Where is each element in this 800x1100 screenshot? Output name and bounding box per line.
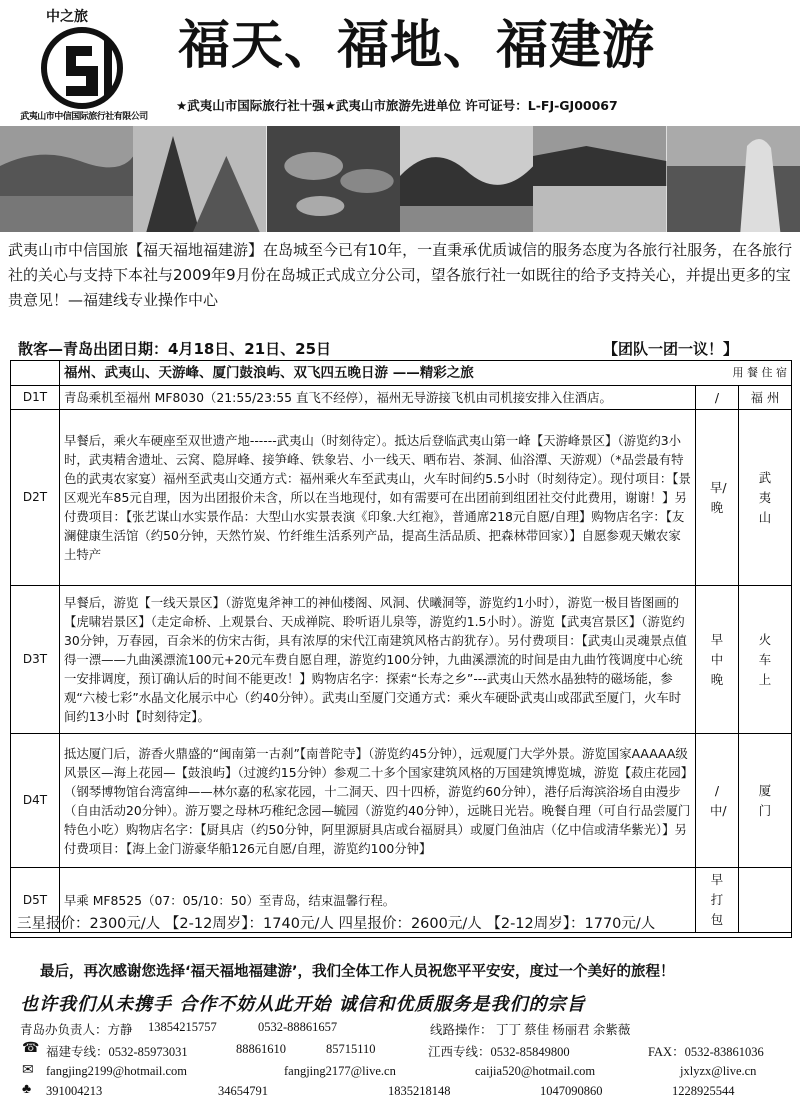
operations-staff: 丁丁 蔡佳 杨丽君 余紫薇	[496, 1023, 631, 1037]
day-label: D1T	[11, 386, 60, 410]
day-meals: 早中晚	[710, 631, 724, 687]
table-row	[11, 386, 792, 410]
scenery-photo-strip	[0, 126, 800, 232]
team-note: 【团队一团一议！】	[603, 340, 739, 358]
fax-number[interactable]: FAX：0532-83861036	[648, 1045, 764, 1059]
day-description: 早乘 MF8525（07：05/10：50）至青岛，结束温馨行程。	[60, 868, 696, 933]
qq-2[interactable]: 34654791	[218, 1084, 268, 1098]
fujian-phone-3[interactable]: 85715110	[326, 1042, 376, 1056]
email-icon: ✉	[22, 1063, 34, 1078]
email-2[interactable]: fangjing2177@live.cn	[284, 1064, 396, 1078]
email-1[interactable]: fangjing2199@hotmail.com	[46, 1064, 188, 1078]
operations-label: 线路操作：	[430, 1023, 493, 1037]
day-description: 抵达厦门后，游香火鼎盛的“闽南第一古刹”【南普陀寺】（游览约45分钟），远观厦门大学外景。游览国家AAAAA级风景区—海上花园—【鼓浪屿】（过渡约15分钟）参观二十多个国家建筑风格的万国建筑博览城，游览【菽庄花园】（钢琴博物馆台湾富绅——林尔嘉的私家花园，十二洞天、四十四桥，游览约60分钟），港仔后海滨浴场自由漫步（自由活动20分钟）。游万婴之母林巧稚纪念园—毓园（游览约40分钟），远眺日光岩。晚餐自理（可自行品尝厦门特色小吃）购物店名字：【厨具店（约50分钟，阿里源厨具店或台福厨具）或厦门鱼油店（亿中信或清华紫光）】另付费项目：【海上金门游豪华船126元自愿/自理，游览约100分钟】	[60, 734, 696, 868]
fujian-line[interactable]: 福建专线：0532-85973031	[46, 1045, 188, 1059]
table-row	[11, 410, 792, 586]
day-stay: 厦门	[758, 782, 772, 818]
phone-icon: ☎	[22, 1041, 40, 1056]
day-label: D2T	[11, 410, 60, 586]
departure-dates: 散客—青岛出团日期：4月18日、21日、25日	[18, 340, 332, 358]
scenery-photo	[533, 126, 666, 232]
fujian-phone-2[interactable]: 88861610	[236, 1042, 286, 1056]
table-row	[11, 586, 792, 734]
scenery-photo	[133, 126, 266, 232]
qq-icon: ♣	[22, 1082, 32, 1097]
day-meals: /中/	[710, 782, 727, 818]
route-header-row	[11, 361, 792, 386]
day-label: D5T	[11, 868, 60, 933]
scenery-photo	[0, 126, 133, 232]
day-description: 早餐后，游览【一线天景区】（游览鬼斧神工的神仙楼阁、风洞、伏曦洞等，游览约1小时），游览一极目皆图画的【虎啸岩景区】（走定命桥、上观景台、天成禅院、聆听语儿泉等，游览约1.5小时）。游览【武夷宫景区】（游览约30分钟，万春园，百余米的仿宋古街，具有浓厚的宋代江南建筑风格古韵犹存）。另付费项目：【武夷山灵魂景点值得一漂——九曲溪漂流100元+20元车费自愿自理，游览约100分钟，九曲溪漂流的时间是由九曲竹筏调度中心统一安排调度，预订确认后的时间不能更改！】购物店名字：探索“长寿之乡”---武夷山天然水晶独特的磁场能，参观“六棱七彩”水晶文化展示中心（约40分钟）。武夷山至厦门交通方式：乘火车硬卧武夷山或邵武至厦门，火车时间约13小时【时刻待定】。	[60, 586, 696, 734]
qq-4[interactable]: 1047090860	[540, 1084, 603, 1098]
route-title: 福州、武夷山、天游峰、厦门鼓浪屿、双飞四五晚日游 ——精彩之旅	[64, 365, 474, 381]
email-3[interactable]: caijia520@hotmail.com	[475, 1064, 596, 1078]
jiangxi-line[interactable]: 江西专线：0532-85849800	[428, 1045, 570, 1059]
scenery-photo	[267, 126, 400, 232]
day-description: 青岛乘机至福州 MF8030（21:55/23:55 直飞不经停），福州无导游接飞机由司机接安排入住酒店。	[60, 386, 696, 410]
price-line: 三星报价：2300元/人 【2-12周岁】：1740元/人 四星报价：2600元/人 【2-12周岁】：1770元/人	[10, 910, 792, 938]
day-meals: 早打包	[710, 872, 724, 927]
page-title: 福天、福地、福建游	[178, 15, 656, 76]
day-label: D4T	[11, 734, 60, 868]
day-stay: 福 州	[739, 386, 792, 410]
company-name: 武夷山市中信国际旅行社有限公司	[20, 112, 148, 122]
day-stay: 武夷山	[758, 469, 772, 525]
table-row	[11, 734, 792, 868]
qq-3[interactable]: 1835218148	[388, 1084, 451, 1098]
meal-stay-header: 用 餐 住 宿	[732, 366, 787, 379]
day-description: 早餐后，乘火车硬座至双世遗产地------武夷山（时刻待定）。抵达后登临武夷山第一峰【天游峰景区】（游览约3小时，武夷精舍遗址、云窝、隐屏峰、接笋峰、铁象岩、小一线天、晒布岩、茶洞、仙浴潭、天游观）（*品尝最有特色的武夷农家宴）福州至武夷山交通方式：福州乘火车至武夷山，火车时间约5.5小时（时刻待定）。现付项目：【景区观光车85元自理，因为出团报价未含，所以在当地现付，如有需要可在出团前到组团社交付此费用，谢谢！】另付费项目：【张艺谋山水实景作品：大型山水实景表演《印象.大红袍》，普通席218元自愿/自理】购物店名字：【友澜健康生活馆（约50分钟，天然竹炭、竹纤维生活系列产品，提高生活品质、把森林带回家）】自愿参观天嫩农家土特产	[60, 410, 696, 586]
day-meals: /	[696, 386, 739, 410]
logo-mark-text: 中之旅	[46, 9, 88, 25]
qingdao-head: 青岛办负责人：方静	[20, 1023, 133, 1037]
license-line: ★武夷山市国际旅行社十强★武夷山市旅游先进单位 许可证号：L-FJ-GJ00067	[176, 98, 618, 113]
email-4[interactable]: jxlyzx@live.cn	[680, 1064, 757, 1078]
route-title-cell	[60, 361, 792, 386]
closing-message: 最后，再次感谢您选择‘福天福地福建游’，我们全体工作人员祝您平平安安，度过一个美好的旅程！	[40, 964, 675, 980]
slogan: 也许我们从未携手 合作不妨从此开始 诚信和优质服务是我们的宗旨	[20, 994, 586, 1015]
qq-1[interactable]: 391004213	[46, 1084, 103, 1098]
scenery-photo	[667, 126, 800, 232]
scenery-photo	[400, 126, 533, 232]
qq-5[interactable]: 1228925544	[672, 1084, 735, 1098]
day-stay: 火车上	[758, 631, 772, 687]
day-meals: 早/晚	[710, 479, 727, 515]
day-label: D3T	[11, 586, 60, 734]
qingdao-phone-2[interactable]: 0532-88861657	[258, 1020, 338, 1034]
qingdao-phone-1[interactable]: 13854215757	[148, 1020, 217, 1034]
intro-paragraph: 武夷山市中信国旅【福天福地福建游】在岛城至今已有10年，一直秉承优质诚信的服务态度为各旅行社服务，在各旅行社的关心与支持下本社与2009年9月份在岛城正式成立分公司，望各旅行社一如既往的给予支持关心，并提出更多的宝贵意见！—福建线专业操作中心	[8, 241, 793, 309]
itinerary-table	[10, 360, 792, 933]
